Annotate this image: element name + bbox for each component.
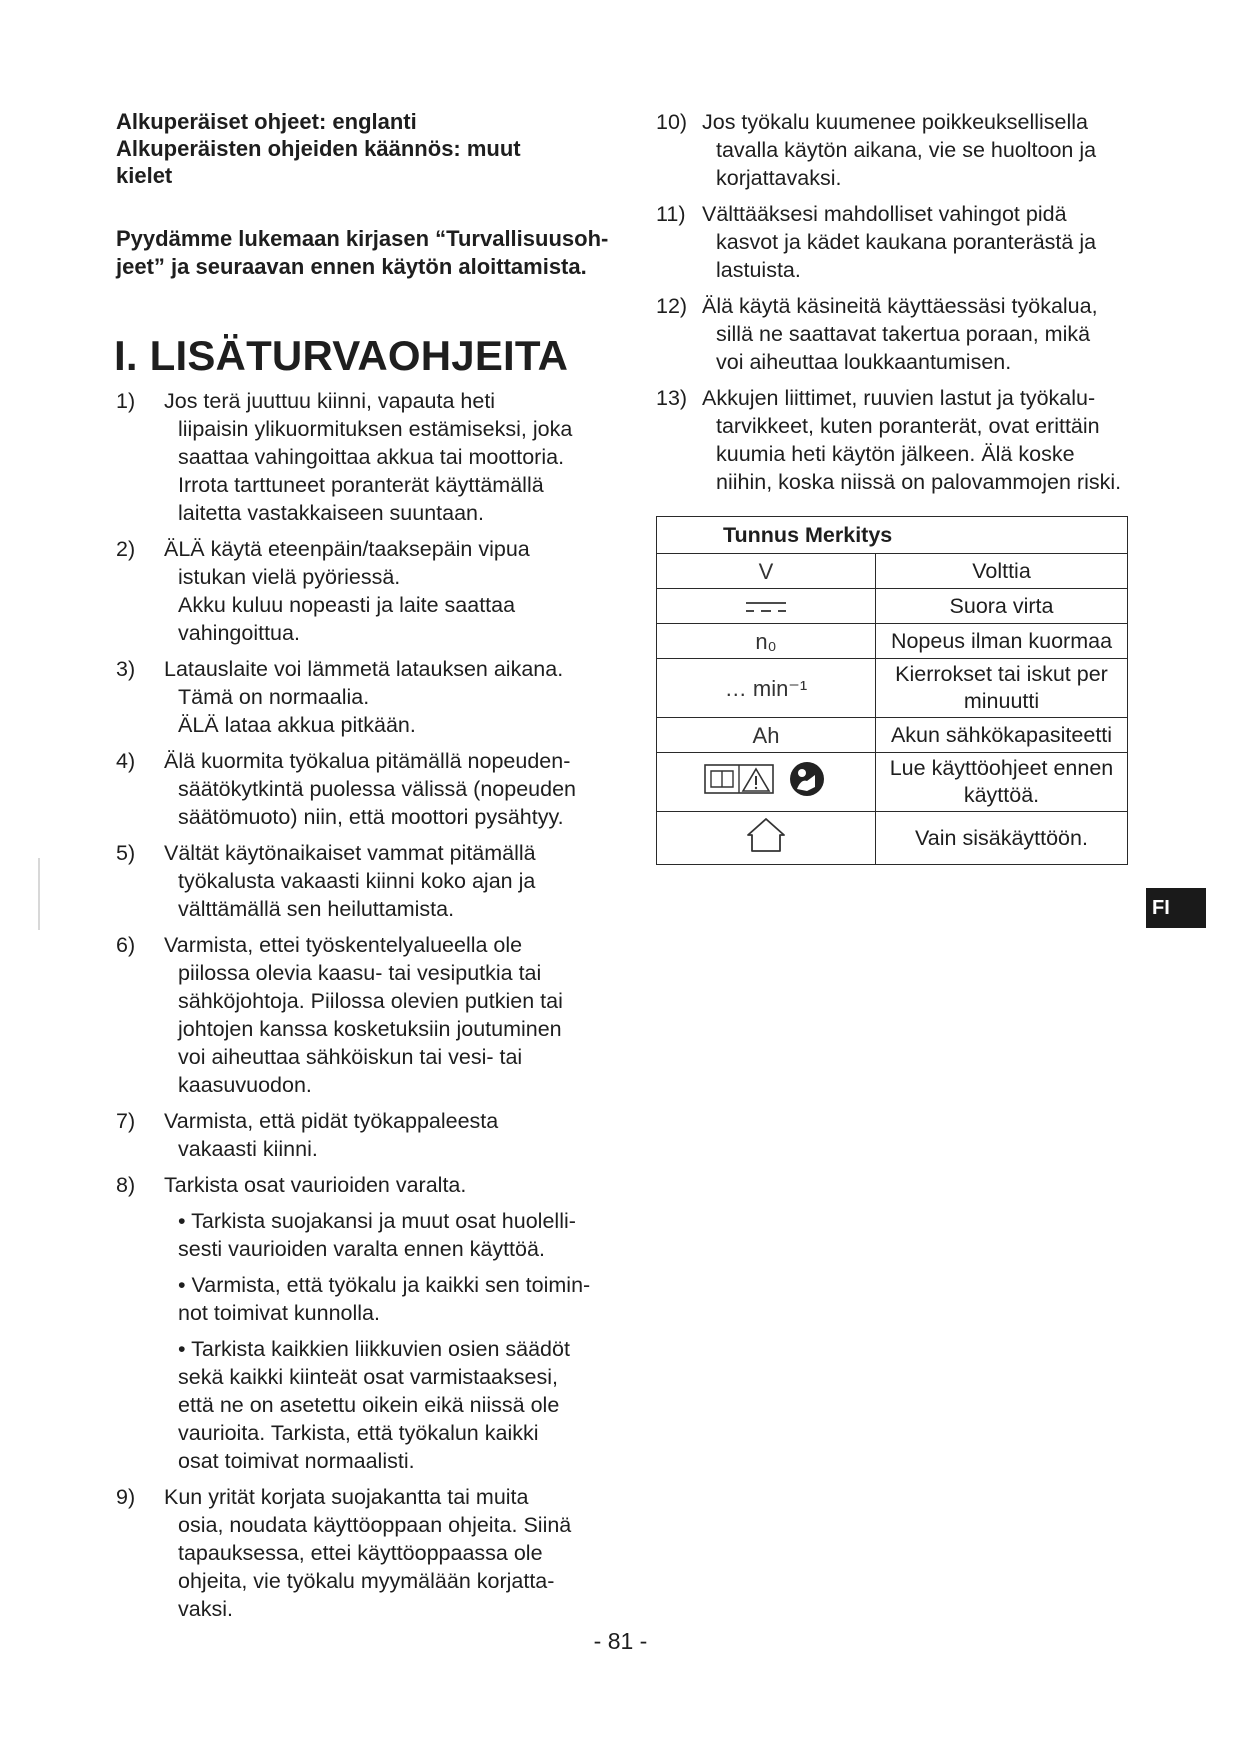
item-number: 13) [656,386,688,410]
list-item [656,108,1126,192]
bullet-point [178,1207,616,1263]
item-text-line: istukan vielä pyöriessä. [178,565,401,589]
item-number: 8) [116,1173,136,1197]
meaning-cell [876,718,1128,753]
item-text-line: Tämä on normaalia. [178,685,370,709]
item-text-line: piilossa olevia kaasu- tai vesiputkia tai [178,961,542,985]
list-item [656,292,1126,376]
item-text-line: Akku kuluu nopeasti ja laite saattaa [178,593,516,617]
item-number: 12) [656,294,688,318]
item-number: 5) [116,841,136,865]
meaning-text-line: Kierrokset tai iskut per [895,662,1108,686]
meaning-cell [876,589,1128,624]
item-number: 3) [116,657,136,681]
bullet-point [178,1271,616,1327]
item-number: 9) [116,1485,136,1509]
meaning-text-line: Lue käyttöohjeet ennen [889,756,1114,780]
meaning-text-line: Nopeus ilman kuormaa [890,628,1113,653]
item-text-line: Latauslaite voi lämmetä latauksen aikana. [164,657,564,681]
language-tab: FI [1146,888,1206,928]
item-text-line: säätökytkintä puolessa välissä (nopeuden [178,777,577,801]
list-item [116,655,616,739]
section-title: I. LISÄTURVAOHJEITA [114,332,569,379]
item-text-line: vakaasti kiinni. [178,1137,318,1161]
item-text-line: Kun yrität korjata suojakantta tai muita [164,1485,529,1509]
symbol-table [656,516,1128,865]
bullet-text-line: osat toimivat normaalisti. [178,1449,415,1473]
item-text-line: lastuista. [716,258,801,282]
item-text-line: tavalla käytön aikana, vie se huoltoon ja [716,138,1097,162]
item-text-line: kasvot ja kädet kaukana poranterästä ja [716,230,1097,254]
item-text-line: tapauksessa, ettei käyttöoppaassa ole [178,1541,543,1565]
item-text-line: laitetta vastakkaiseen suuntaan. [178,501,484,525]
bullet-text-line: että ne on asetettu oikein eikä niissä ole [178,1393,560,1417]
item-text-line: Välttääksesi mahdolliset vahingot pidä [702,202,1067,226]
table-row [657,624,1128,659]
item-text-line: Tarkista osat vaurioiden varalta. [164,1173,467,1197]
list-item [116,1171,616,1475]
item-text-line: välttämällä sen heiluttamista. [178,897,455,921]
list-item [656,384,1126,496]
item-number: 10) [656,110,688,134]
meaning-text-line: Volttia [972,558,1031,583]
table-row [657,589,1128,624]
meaning-text-line: Suora virta [949,593,1054,618]
item-text-line: niihin, koska niissä on palovammojen riski. [716,470,1122,494]
safety-list-left [116,387,616,1623]
item-text-line: voi aiheuttaa loukkaantumisen. [716,350,1012,374]
list-item [116,1107,616,1163]
item-text-line: Akkujen liittimet, ruuvien lastut ja työkalu- [702,386,1096,410]
symbol-cell: … min⁻¹ [657,659,876,718]
item-text-line: johtojen kanssa kosketuksiin joutuminen [178,1017,562,1041]
list-item [116,839,616,923]
page-number: - 81 - [593,1628,648,1654]
meaning-text-line: Akun sähkökapasiteetti [890,722,1113,747]
list-item [116,535,616,647]
item-text-line: sähköjohtoja. Piilossa olevien putkien tai [178,989,563,1013]
margin-mark [38,858,40,930]
list-item [116,931,616,1099]
item-number: 2) [116,537,136,561]
item-text-line: sillä ne saattavat takertua poraan, mikä [716,322,1091,346]
item-text-line: voi aiheuttaa sähköiskun tai vesi- tai [178,1045,523,1069]
item-text-line: ÄLÄ lataa akkua pitkään. [178,713,416,737]
item-text-line: työkalusta vakaasti kiinni koko ajan ja [178,869,536,893]
item-number: 7) [116,1109,136,1133]
item-text-line: Jos terä juuttuu kiinni, vapauta heti [164,389,496,413]
table-row [657,659,1128,718]
item-text-line: Varmista, ettei työskentelyalueella ole [164,933,523,957]
item-text-line: Jos työkalu kuumenee poikkeuksellisella [702,110,1089,134]
item-text-line: kaasuvuodon. [178,1073,312,1097]
item-number: 1) [116,389,136,413]
item-number: 6) [116,933,136,957]
item-text-line: vaksi. [178,1597,233,1621]
item-text-line: ÄLÄ käytä eteenpäin/taaksepäin vipua [164,537,530,561]
table-row [657,753,1128,812]
item-text-line: kuumia heti käytön jälkeen. Älä koske [716,442,1075,466]
original-instructions-line: Alkuperäiset ohjeet: englanti [116,109,417,134]
house-icon [657,812,876,865]
item-number: 11) [656,202,686,226]
table-header: Tunnus Merkitys [657,517,1128,554]
item-text-line: Irrota tarttuneet poranterät käyttämällä [178,473,544,497]
item-text-line: Älä kuormita työkalua pitämällä nopeuden- [164,749,571,773]
item-text-line: liipaisin ylikuormituksen estämiseksi, joka [178,417,573,441]
item-text-line: tarvikkeet, kuten poranterät, ovat erittäin [716,414,1100,438]
bullet-text-line: • Tarkista kaikkien liikkuvien osien säädöt [178,1337,570,1361]
meaning-text-line: Vain sisäkäyttöön. [915,825,1088,850]
meaning-cell [876,659,1128,718]
right-column [656,108,1126,504]
list-item [116,387,616,527]
bullet-text-line: • Varmista, että työkalu ja kaikki sen toimin- [178,1273,591,1297]
meaning-cell [876,812,1128,865]
bullet-text-line: sekä kaikki kiinteät osat varmistaaksesi, [178,1365,558,1389]
table-row [657,554,1128,589]
table-row [657,812,1128,865]
item-number: 4) [116,749,136,773]
intro-text: Pyydämme lukemaan kirjasen “Turvallisuusoh- jeet” ja seuraavan ennen käytön aloittamista. [116,226,609,279]
safety-list-right [656,108,1126,496]
translation-line: Alkuperäisten ohjeiden käännös: muut [116,136,521,161]
bullet-text-line: not toimivat kunnolla. [178,1301,380,1325]
item-text-line: osia, noudata käyttöoppaan ohjeita. Siinä [178,1513,572,1537]
dc-icon [657,589,876,624]
translation-line-cont: kielet [116,163,173,188]
item-text-line: Varmista, että pidät työkappaleesta [164,1109,499,1133]
item-text-line: saattaa vahingoittaa akkua tai moottoria. [178,445,565,469]
bullet-text-line: vaurioita. Tarkista, että työkalun kaikki [178,1421,539,1445]
read-manual-icon [657,753,876,812]
list-item [116,1483,616,1623]
symbol-cell: Ah [657,718,876,753]
symbol-cell: n₀ [657,624,876,659]
meaning-text-line: minuutti [963,689,1040,713]
list-item [656,200,1126,284]
bullet-point [178,1335,616,1475]
table-header-row [657,517,1128,554]
bullet-text-line: • Tarkista suojakansi ja muut osat huolelli- [178,1209,576,1233]
meaning-cell [876,624,1128,659]
meaning-text-line: käyttöä. [963,783,1040,807]
symbol-cell: V [657,554,876,589]
item-text-line: ohjeita, vie työkalu myymälään korjatta- [178,1569,555,1593]
list-item [116,747,616,831]
meaning-cell [876,753,1128,812]
item-text-line: korjattavaksi. [716,166,842,190]
item-text-line: Älä käytä käsineitä käyttäessäsi työkalua, [702,294,1098,318]
left-column [116,108,616,1631]
item-text-line: vahingoittua. [178,621,300,645]
item-text-line: Vältät käytönaikaiset vammat pitämällä [164,841,536,865]
bullet-text-line: sesti vaurioiden varalta ennen käyttöä. [178,1237,545,1261]
item-text-line: säätömuoto) niin, että moottori pysähtyy. [178,805,564,829]
meaning-cell [876,554,1128,589]
table-row [657,718,1128,753]
